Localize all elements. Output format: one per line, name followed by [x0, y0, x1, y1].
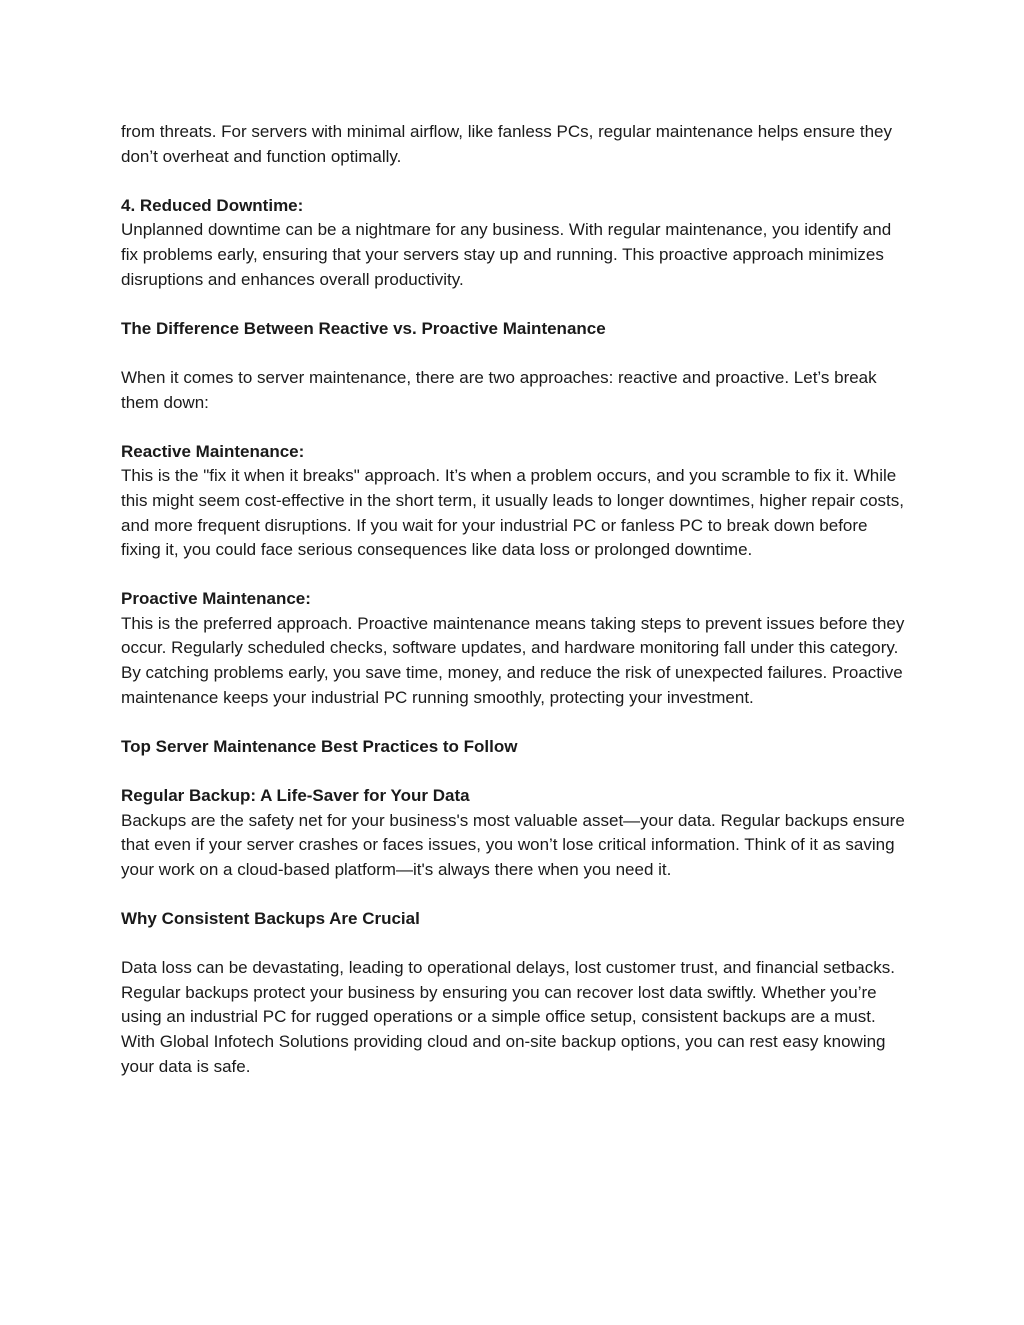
section-heading: Proactive Maintenance:: [121, 589, 311, 609]
paragraph-text: Data loss can be devastating, leading to operational delays, lost customer trust, and financial setbacks. Regular backups protect your business by ensuring you can recover lost data swiftly. Whether you’re using an industrial PC for rugged operations or a simple office setup, consistent backups are a must. With Global Infotech Solutions providing cloud and on-site backup options, you can rest easy knowing your data is safe.: [121, 958, 895, 1076]
section-reactive-vs-proactive-heading: [121, 317, 911, 342]
section-consistent-backups-heading: [121, 907, 911, 932]
section-heading: Why Consistent Backups Are Crucial: [121, 909, 420, 928]
section-heading: 4. Reduced Downtime:: [121, 195, 304, 215]
section-proactive-maintenance: [121, 587, 911, 710]
section-heading: Top Server Maintenance Best Practices to Follow: [121, 736, 518, 756]
section-best-practices-heading: [121, 735, 911, 760]
paragraph-text: This is the preferred approach. Proactive maintenance means taking steps to prevent issues before they occur. Regularly scheduled checks, software updates, and hardware monitoring fall under this category. By catching problems early, you save time, money, and reduce the risk of unexpected failures. Proactive maintenance keeps your industrial PC running smoothly, protecting your investment.: [121, 613, 905, 707]
paragraph-text: Unplanned downtime can be a nightmare for any business. With regular maintenance, you identify and fix problems early, ensuring that your servers stay up and running. This proactive approach minimizes disruptions and enhances overall productivity.: [121, 220, 892, 289]
section-regular-backup: [121, 784, 911, 882]
section-reactive-maintenance: [121, 440, 911, 563]
paragraph-text: from threats. For servers with minimal airflow, like fanless PCs, regular maintenance helps ensure they don’t overheat and function optimally.: [121, 122, 892, 166]
paragraph-two-approaches: [121, 366, 911, 415]
paragraph-text: Backups are the safety net for your business's most valuable asset—your data. Regular backups ensure that even if your server crashes or faces issues, you won’t lose critical information. Think of it as saving your work on a cloud-based platform—it's always there when you need it.: [121, 810, 905, 879]
paragraph-threats-continued: [121, 120, 911, 169]
section-reduced-downtime: [121, 194, 911, 292]
section-heading: Reactive Maintenance:: [121, 441, 305, 461]
document-page: [121, 120, 911, 1079]
paragraph-text: When it comes to server maintenance, there are two approaches: reactive and proactive. Let’s break them down:: [121, 367, 877, 412]
section-heading: The Difference Between Reactive vs. Proactive Maintenance: [121, 318, 606, 338]
section-heading: Regular Backup: A Life-Saver for Your Data: [121, 786, 470, 806]
paragraph-data-loss: [121, 956, 911, 1079]
paragraph-text: This is the "fix it when it breaks" approach. It’s when a problem occurs, and you scramble to fix it. While this might seem cost-effective in the short term, it usually leads to longer downtimes, higher repair costs, and more frequent disruptions. If you wait for your industrial PC or fanless PC to break down before fixing it, you could face serious consequences like data loss or prolonged downtime.: [121, 466, 904, 560]
